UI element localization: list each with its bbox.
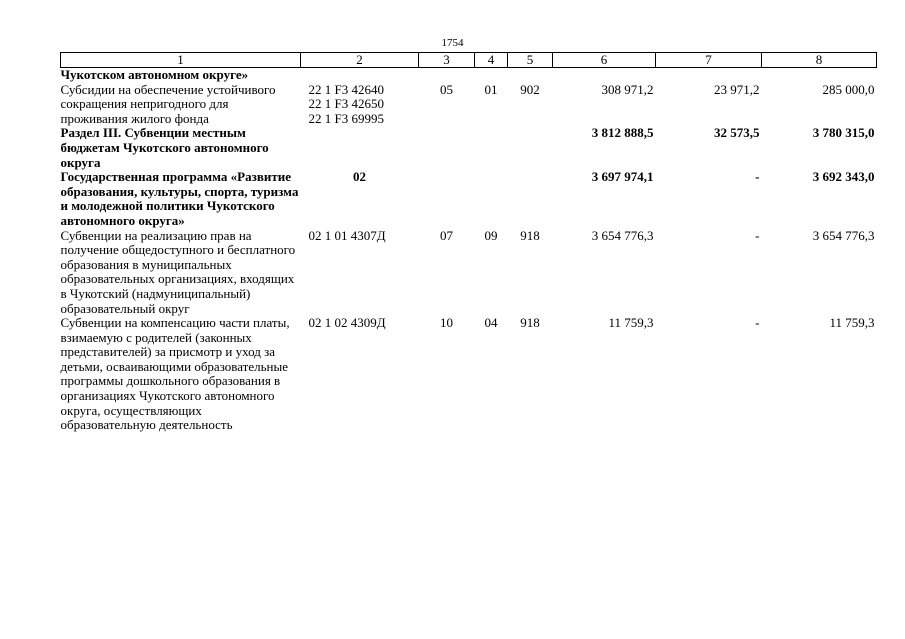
row-name: Раздел III. Субвенции местным бюджетам Чукотского автономного округа (60, 125, 269, 170)
column-header-6: 6 (553, 53, 656, 68)
row-code: 02 1 02 4309Д (308, 315, 386, 331)
row-name: Субвенции на реализацию прав на получение общедоступного и бесплатного образования в муниципальных образовательных организациях, входящих в Чукотский (надмуниципальный) образовательный округ (60, 227, 296, 316)
table-row (61, 83, 877, 127)
column-header-2: 2 (301, 53, 419, 68)
table-row (61, 316, 877, 433)
column-header-1: 1 (61, 53, 301, 68)
row-total: 308 971,2 (601, 81, 654, 97)
row-section (419, 170, 475, 228)
row-federal: 32 573,5 (714, 125, 760, 141)
row-federal: 23 971,2 (714, 81, 760, 97)
column-header-7: 7 (656, 53, 762, 68)
budget-table (60, 52, 877, 433)
row-section: 05 (440, 81, 453, 97)
table-row (61, 229, 877, 317)
row-ministry (508, 126, 553, 170)
column-header-3: 3 (419, 53, 475, 68)
header-row (61, 53, 877, 68)
row-name: Субвенции на компенсацию части платы, взимаемую с родителей (законных представителей) за присмотр и уход за детьми, осваивающими образовательные программы дошкольного образования в организациях Чукотского автономного округа, осуществляющих образовательную деятельность (60, 315, 290, 433)
table-row (61, 126, 877, 170)
row-ministry: 902 (520, 81, 540, 97)
column-header-8: 8 (762, 53, 877, 68)
row-regional: 285 000,0 (822, 81, 875, 97)
row-code-line: 22 1 F3 42650 (308, 96, 384, 112)
row-total: 3 812 888,5 (591, 125, 654, 141)
row-subsection (475, 126, 508, 170)
table-row (61, 170, 877, 228)
row-subsection: 09 (484, 227, 498, 243)
page-number: 1754 (441, 37, 464, 49)
row-total: 11 759,3 (608, 315, 654, 331)
row-name: Государственная программа «Развитие образования, культуры, спорта, туризма и молодежной политики Чукотского автономного округа» (60, 169, 299, 228)
row-federal: - (755, 169, 760, 185)
row-section (419, 126, 475, 170)
column-header-4: 4 (475, 53, 508, 68)
row-code (301, 83, 419, 127)
row-federal: - (755, 315, 760, 331)
row-regional: 3 780 315,0 (812, 125, 875, 141)
row-total: 3 697 974,1 (591, 169, 654, 185)
row-code: 02 1 01 4307Д (308, 227, 386, 243)
row-subsection: 04 (484, 315, 498, 331)
row-regional (762, 68, 877, 83)
row-ministry (508, 170, 553, 228)
row-federal (656, 68, 762, 83)
row-subsection: 01 (484, 81, 498, 97)
row-name: Чукотском автономном округе» (60, 67, 249, 82)
row-ministry: 918 (520, 227, 540, 243)
row-ministry: 918 (520, 315, 540, 331)
row-code-line: 22 1 F3 69995 (308, 110, 384, 126)
row-subsection (475, 170, 508, 228)
row-code: 02 (353, 169, 366, 185)
column-header-5: 5 (508, 53, 553, 68)
row-regional: 11 759,3 (829, 315, 875, 331)
row-section (419, 68, 475, 83)
row-subsection (475, 68, 508, 83)
row-section: 07 (440, 227, 453, 243)
row-code (301, 126, 419, 170)
table-row (61, 68, 877, 83)
row-ministry (508, 68, 553, 83)
row-code (301, 68, 419, 83)
row-regional: 3 654 776,3 (812, 227, 875, 243)
row-name: Субсидии на обеспечение устойчивого сокращения непригодного для проживания жилого фонда (60, 81, 276, 126)
row-total (553, 68, 656, 83)
row-section: 10 (440, 315, 453, 331)
row-federal: - (755, 227, 760, 243)
row-code-line: 22 1 F3 42640 (308, 81, 384, 97)
row-regional: 3 692 343,0 (812, 169, 875, 185)
row-total: 3 654 776,3 (591, 227, 654, 243)
